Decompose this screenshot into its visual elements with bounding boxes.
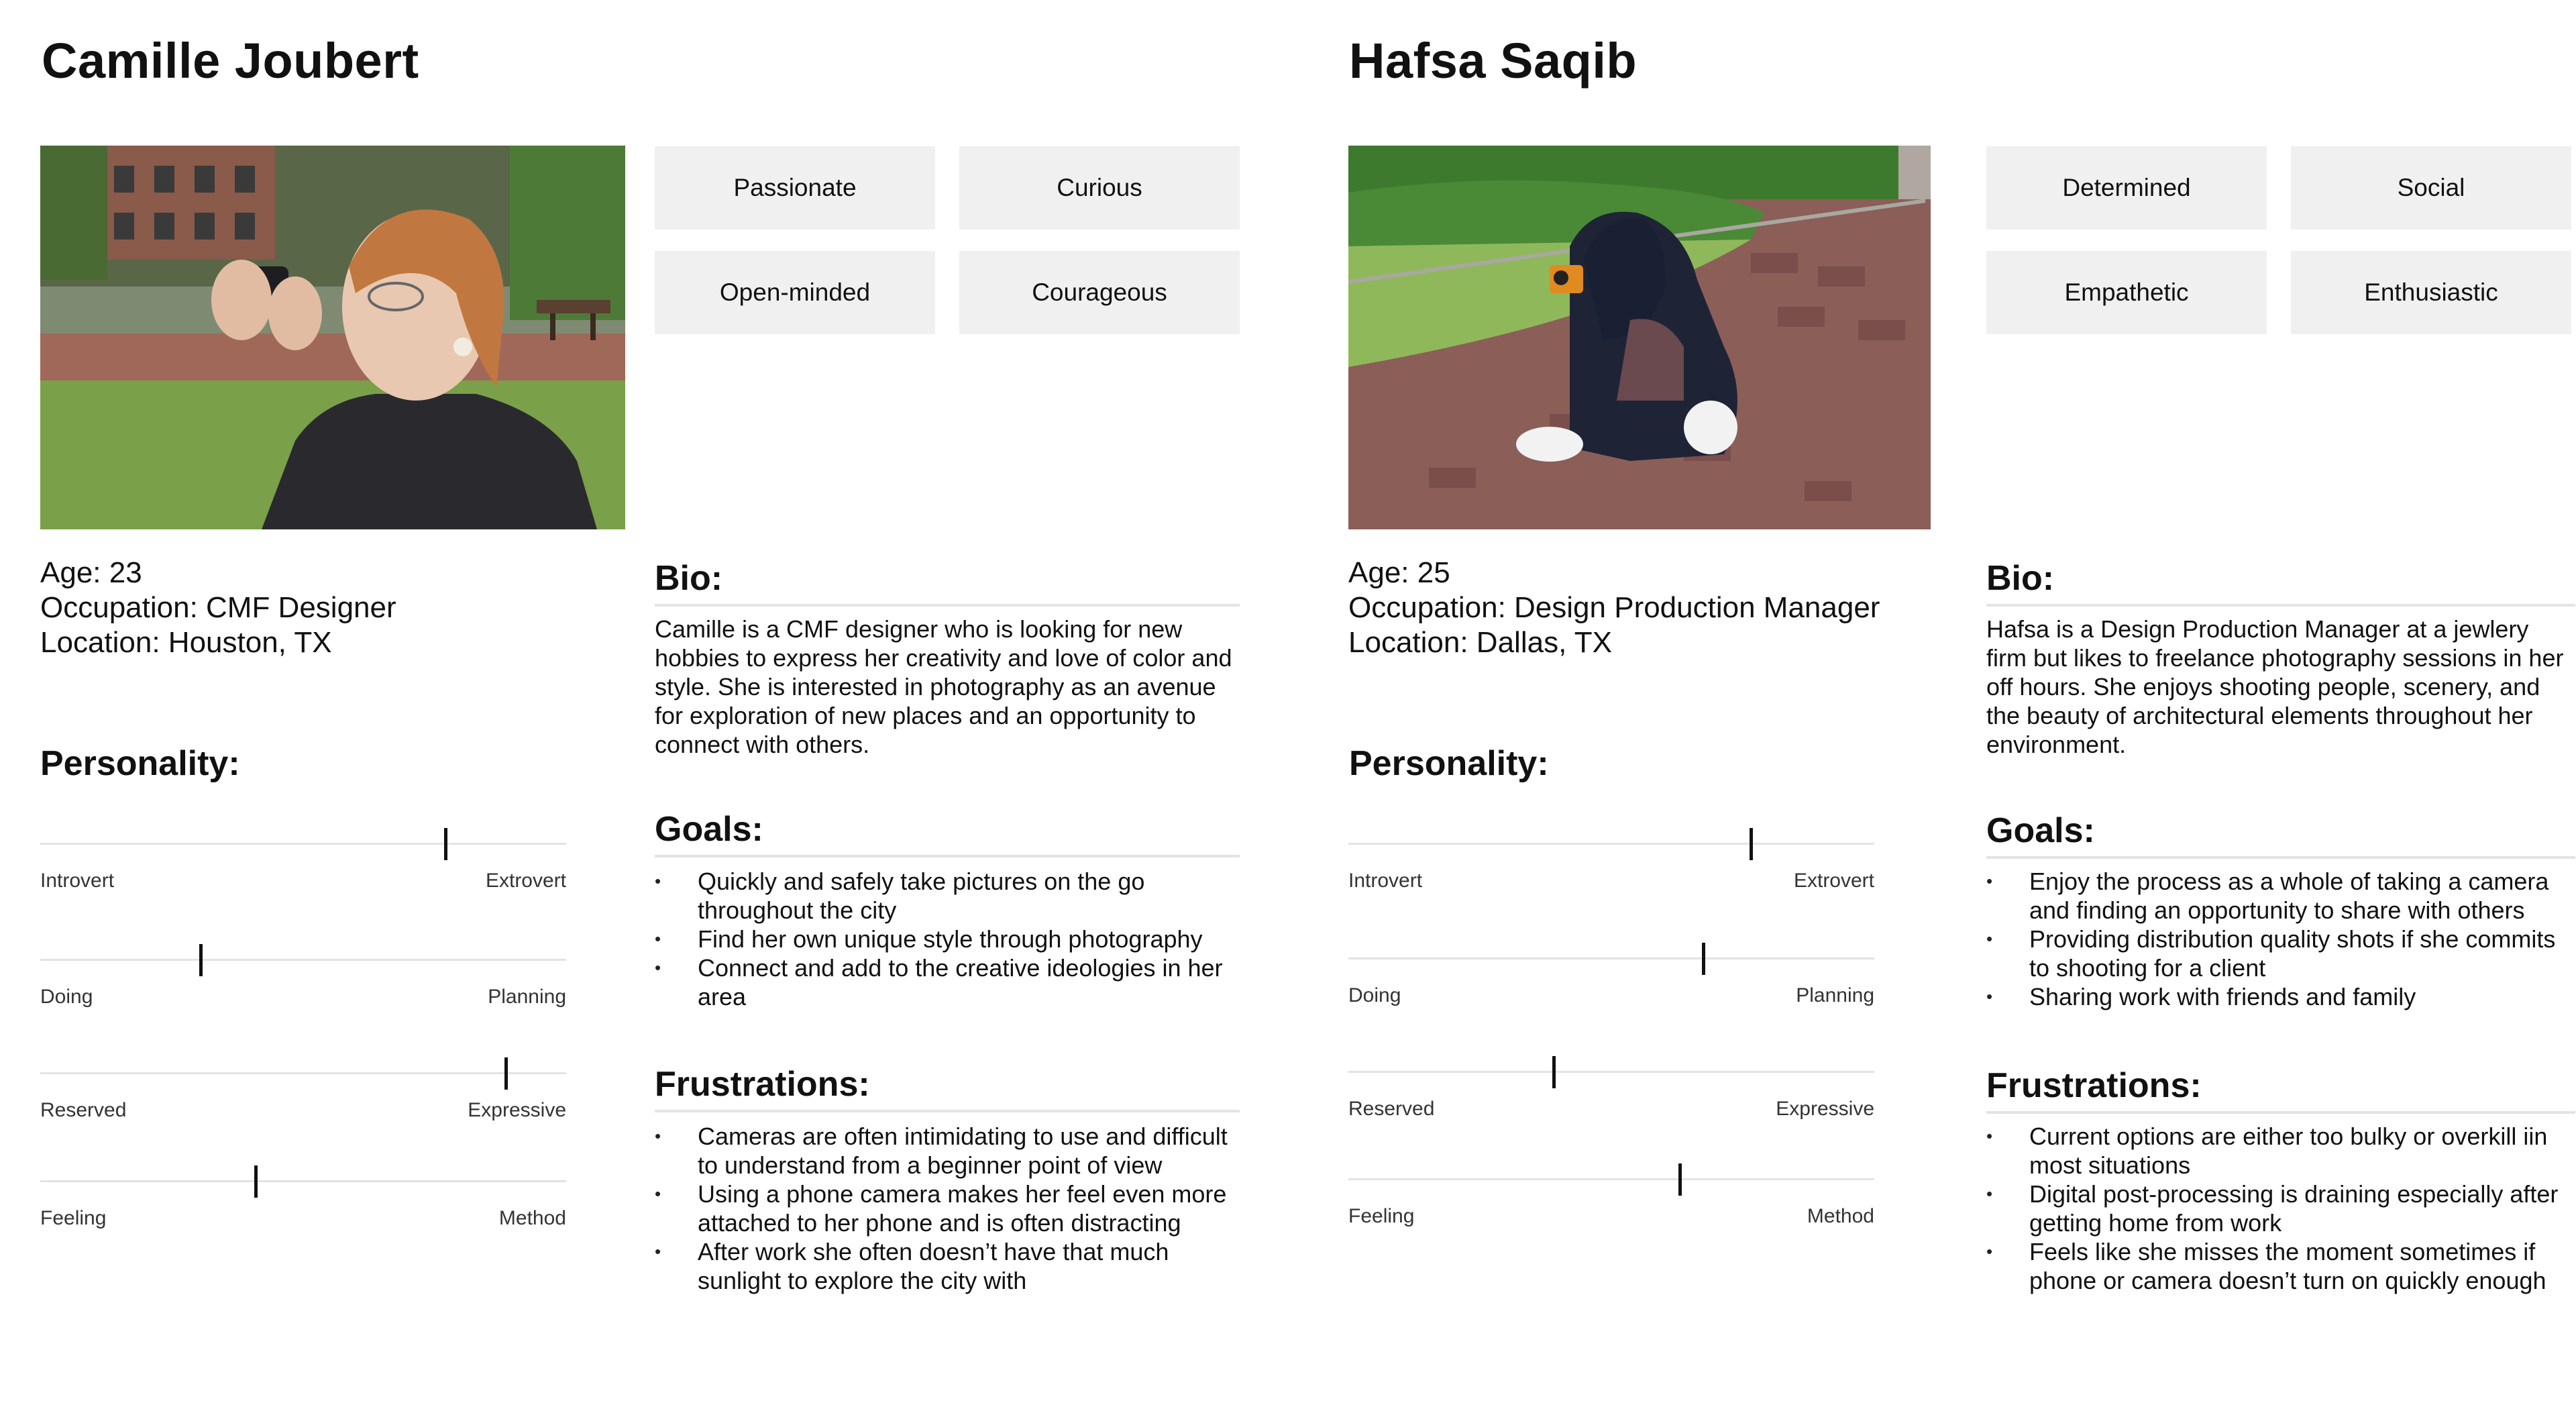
trait-tag: Courageous: [959, 251, 1240, 334]
list-item: • Enjoy the process as a whole of taking a camera and finding an opportunity to share with others: [1986, 867, 2575, 925]
bio-text: Hafsa is a Design Production Manager at a jewlery firm but likes to freelance photography sessions in her off hours. She enjoys shooting people, scenery, and the beauty of architectural elements throughout her environment.: [1986, 615, 2564, 758]
trait-tag: Open-minded: [655, 251, 935, 334]
slider-feeling-method: [1348, 1147, 1874, 1227]
trait-tag: Curious: [959, 146, 1240, 229]
slider-reserved-expressive: [1348, 1040, 1874, 1120]
slider-marker: [1552, 1056, 1556, 1088]
bio-text: Camille is a CMF designer who is looking for new hobbies to express her creativity and love of color and style. She is interested in photography as an avenue for exploration of new places and an opportunity to connect with others.: [655, 615, 1232, 758]
slider-right-label: Planning: [1796, 984, 1874, 1006]
slider-feeling-method: [40, 1149, 566, 1229]
slider-left-label: Reserved: [1348, 1098, 1435, 1120]
goals-title: Goals:: [655, 809, 1240, 857]
slider-track: [1348, 1071, 1874, 1073]
slider-left-label: Reserved: [40, 1099, 127, 1121]
occupation: Occupation: CMF Designer: [40, 591, 396, 624]
trait-tag: Determined: [1986, 146, 2267, 229]
slider-marker: [254, 1165, 258, 1198]
slider-marker: [199, 944, 203, 976]
slider-introvert-extrovert: [1348, 812, 1874, 892]
slider-right-label: Method: [1807, 1205, 1874, 1227]
age: Age: 25: [1348, 556, 1450, 589]
persona-name: Hafsa Saqib: [1349, 33, 1638, 89]
slider-track: [40, 1180, 566, 1182]
list-item: • Current options are either too bulky or overkill iin most situations: [1986, 1122, 2575, 1180]
slider-marker: [444, 828, 447, 860]
slider-doing-planning: [40, 928, 566, 1008]
slider-left-label: Doing: [40, 986, 93, 1008]
slider-doing-planning: [1348, 927, 1874, 1006]
frustrations-title: Frustrations:: [1986, 1065, 2575, 1114]
slider-track: [1348, 957, 1874, 959]
slider-track: [1348, 1178, 1874, 1180]
slider-track: [1348, 843, 1874, 845]
slider-right-label: Planning: [488, 986, 566, 1008]
trait-tag: Empathetic: [1986, 251, 2267, 334]
list-item: • Find her own unique style through photography: [655, 925, 1240, 953]
trait-tag: Passionate: [655, 146, 935, 229]
slider-track: [40, 959, 566, 961]
slider-marker: [1750, 828, 1753, 860]
personality-title: Personality:: [1349, 744, 1549, 783]
list-item: • Feels like she misses the moment sometimes if phone or camera doesn’t turn on quickly enough: [1986, 1237, 2575, 1295]
persona-card-hafsa: [1312, 0, 2576, 1405]
slider-introvert-extrovert: [40, 812, 566, 892]
bio-title: Bio:: [655, 558, 1240, 607]
trait-tag: Social: [2291, 146, 2571, 229]
slider-marker: [1678, 1163, 1682, 1196]
slider-right-label: Extrovert: [485, 870, 566, 892]
list-item: • Providing distribution quality shots if she commits to shooting for a client: [1986, 925, 2575, 982]
frustrations-list: [1986, 1122, 2575, 1295]
goals-title: Goals:: [1986, 811, 2575, 859]
location: Location: Dallas, TX: [1348, 626, 1612, 659]
persona-photo: [40, 146, 625, 529]
slider-left-label: Feeling: [40, 1207, 107, 1229]
list-item: • Quickly and safely take pictures on the go throughout the city: [655, 867, 1240, 925]
slider-track: [40, 1072, 566, 1074]
persona-info: [40, 556, 631, 660]
location: Location: Houston, TX: [40, 626, 332, 659]
list-item: • Cameras are often intimidating to use and difficult to understand from a beginner point of view: [655, 1122, 1240, 1180]
list-item: • Using a phone camera makes her feel even more attached to her phone and is often distracting: [655, 1180, 1240, 1237]
slider-left-label: Doing: [1348, 984, 1401, 1006]
slider-left-label: Introvert: [40, 870, 115, 892]
slider-marker: [504, 1057, 508, 1090]
occupation: Occupation: Design Production Manager: [1348, 591, 1880, 624]
list-item: • Sharing work with friends and family: [1986, 982, 2575, 1011]
list-item: • After work she often doesn’t have that much sunlight to explore the city with: [655, 1237, 1240, 1295]
age: Age: 23: [40, 556, 142, 589]
slider-right-label: Expressive: [468, 1099, 566, 1121]
bio-title: Bio:: [1986, 558, 2575, 607]
goals-list: [655, 867, 1240, 1011]
slider-marker: [1702, 943, 1705, 975]
slider-left-label: Introvert: [1348, 870, 1423, 892]
slider-track: [40, 843, 566, 845]
list-item: • Connect and add to the creative ideologies in her area: [655, 953, 1240, 1011]
persona-name: Camille Joubert: [42, 33, 419, 89]
frustrations-list: [655, 1122, 1240, 1295]
trait-tags: [1986, 146, 2575, 334]
slider-right-label: Method: [498, 1207, 566, 1229]
list-item: • Digital post-processing is draining especially after getting home from work: [1986, 1180, 2575, 1237]
slider-right-label: Extrovert: [1793, 870, 1874, 892]
goals-list: [1986, 867, 2575, 1011]
slider-reserved-expressive: [40, 1041, 566, 1121]
trait-tag: Enthusiastic: [2291, 251, 2571, 334]
frustrations-title: Frustrations:: [655, 1064, 1240, 1112]
trait-tags: [655, 146, 1240, 334]
slider-left-label: Feeling: [1348, 1205, 1415, 1227]
personality-title: Personality:: [40, 744, 240, 783]
slider-right-label: Expressive: [1776, 1098, 1874, 1120]
persona-info: [1348, 556, 1898, 660]
persona-photo: [1348, 146, 1931, 529]
